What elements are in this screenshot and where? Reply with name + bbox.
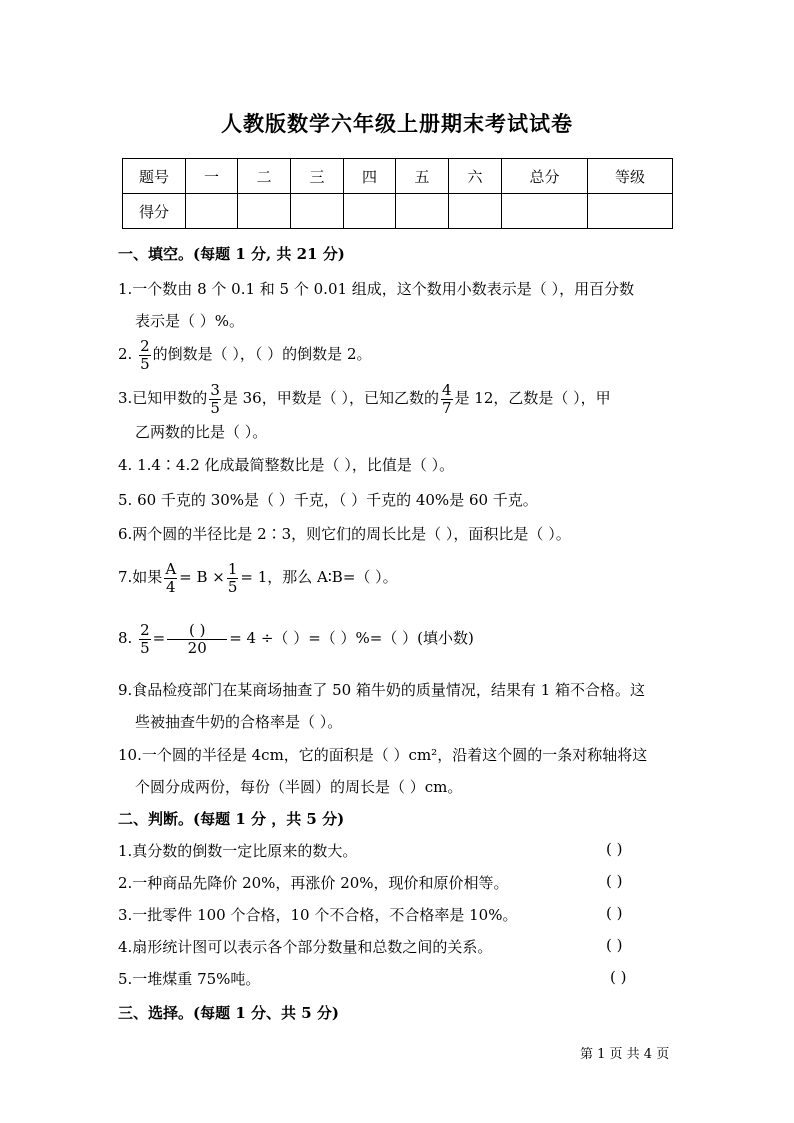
score-header-cell: 五 bbox=[396, 159, 449, 194]
q8-suffix: = 4 ÷（ ）=（ ）%=（ ）(填小数) bbox=[229, 629, 474, 647]
score-header-cell: 一 bbox=[186, 159, 238, 194]
q3-fraction-2 bbox=[441, 382, 453, 417]
question-10-line-1: 10.一个圆的半径是 4cm，它的面积是（ ）cm²，沿着这个圆的一条对称轴将这 bbox=[118, 746, 648, 764]
frac-numerator: A bbox=[165, 559, 177, 578]
frac-numerator: 2 bbox=[140, 620, 150, 639]
question-2 bbox=[118, 336, 372, 373]
frac-denominator: 4 bbox=[165, 577, 176, 596]
score-header-cell: 题号 bbox=[123, 159, 186, 194]
score-cell[interactable] bbox=[588, 194, 673, 229]
q7-fraction-2 bbox=[227, 561, 239, 596]
frac-denominator: 5 bbox=[140, 354, 150, 373]
section1-heading: 一、填空。(每题 1 分, 共 21 分) bbox=[118, 245, 345, 263]
q8-fraction-1 bbox=[139, 622, 151, 657]
q8-prefix: 8. bbox=[118, 629, 133, 647]
q3-prefix: 3.已知甲数的 bbox=[118, 389, 208, 407]
score-header-cell: 总分 bbox=[502, 159, 588, 194]
question-9-line-1: 9.食品检疫部门在某商场抽查了 50 箱牛奶的质量情况，结果有 1 箱不合格。这 bbox=[118, 681, 646, 699]
score-cell[interactable] bbox=[449, 194, 502, 229]
judge-item-5: 5.一堆煤重 75%吨。 bbox=[118, 970, 261, 988]
frac-denominator: 7 bbox=[441, 398, 452, 417]
frac-numerator: 1 bbox=[227, 559, 238, 578]
q3-middle: 是 36，甲数是（ ），已知乙数的 bbox=[222, 389, 439, 407]
score-header-cell: 二 bbox=[238, 159, 291, 194]
score-cell[interactable] bbox=[502, 194, 588, 229]
score-table-score-row bbox=[123, 194, 673, 229]
page-title: 人教版数学六年级上册期末考试试卷 bbox=[221, 111, 573, 136]
frac-numerator: ( ) bbox=[167, 622, 227, 640]
judge-item-3: 3.一批零件 100 个合格，10 个不合格，不合格率是 10%。 bbox=[118, 906, 518, 924]
question-3-line-2: 乙两数的比是（ ）。 bbox=[135, 423, 268, 441]
frac-denominator: 20 bbox=[187, 638, 207, 657]
score-cell[interactable] bbox=[291, 194, 344, 229]
page-footer: 第 1 页 共 4 页 bbox=[580, 1047, 670, 1062]
score-header-cell: 六 bbox=[449, 159, 502, 194]
question-7 bbox=[118, 557, 398, 597]
q8-equals: = bbox=[152, 629, 166, 647]
score-header-cell: 等级 bbox=[588, 159, 673, 194]
frac-numerator: 4 bbox=[441, 380, 452, 399]
q7-middle: = B × bbox=[179, 568, 225, 586]
frac-numerator: 3 bbox=[210, 380, 220, 399]
judge-item-4: 4.扇形统计图可以表示各个部分数量和总数之间的关系。 bbox=[118, 938, 493, 956]
q2-prefix: 2. bbox=[118, 345, 133, 363]
question-1-line-1: 1.一个数由 8 个 0.1 和 5 个 0.01 组成，这个数用小数表示是（ ），用百分数 bbox=[118, 280, 635, 298]
judge-answer-paren-2[interactable]: ( ) bbox=[606, 872, 623, 890]
frac-denominator: 5 bbox=[140, 638, 150, 657]
judge-answer-paren-5[interactable]: ( ) bbox=[610, 968, 627, 986]
score-cell[interactable] bbox=[344, 194, 396, 229]
score-row-label: 得分 bbox=[123, 194, 186, 229]
score-table bbox=[122, 158, 673, 229]
q7-fraction-1 bbox=[164, 561, 177, 596]
q8-fraction-2 bbox=[167, 622, 227, 657]
question-1-line-2: 表示是（ ）%。 bbox=[135, 312, 245, 330]
frac-denominator: 5 bbox=[227, 577, 238, 596]
judge-answer-paren-4[interactable]: ( ) bbox=[606, 936, 623, 954]
q3-fraction-1 bbox=[209, 382, 221, 417]
score-cell[interactable] bbox=[396, 194, 449, 229]
question-3-line-1 bbox=[118, 380, 611, 417]
question-9-line-2: 些被抽查牛奶的合格率是（ ）。 bbox=[135, 713, 343, 731]
score-cell[interactable] bbox=[238, 194, 291, 229]
score-table-header-row bbox=[123, 159, 673, 194]
frac-numerator: 2 bbox=[140, 336, 150, 355]
judge-item-2: 2.一种商品先降价 20%，再涨价 20%，现价和原价相等。 bbox=[118, 874, 509, 892]
q2-text: 的倒数是（ ），（ ）的倒数是 2。 bbox=[152, 345, 372, 363]
score-header-cell: 四 bbox=[344, 159, 396, 194]
question-6: 6.两个圆的半径比是 2∶3，则它们的周长比是（ ），面积比是（ ）。 bbox=[118, 525, 571, 543]
q2-fraction bbox=[139, 338, 151, 373]
q3-suffix: 是 12，乙数是（ ），甲 bbox=[454, 389, 611, 407]
frac-denominator: 5 bbox=[210, 398, 220, 417]
question-8 bbox=[118, 618, 474, 658]
judge-answer-paren-1[interactable]: ( ) bbox=[606, 840, 623, 858]
score-header-cell: 三 bbox=[291, 159, 344, 194]
score-cell[interactable] bbox=[186, 194, 238, 229]
section2-heading: 二、判断。(每题 1 分 ，共 5 分) bbox=[118, 810, 345, 828]
q7-prefix: 7.如果 bbox=[118, 568, 163, 586]
question-5: 5. 60 千克的 30%是（ ）千克，（ ）千克的 40%是 60 千克。 bbox=[118, 491, 538, 509]
judge-answer-paren-3[interactable]: ( ) bbox=[606, 904, 623, 922]
judge-item-1: 1.真分数的倒数一定比原来的数大。 bbox=[118, 842, 358, 860]
question-4: 4. 1.4∶4.2 化成最简整数比是（ ），比值是（ ）。 bbox=[118, 456, 455, 474]
section3-heading: 三、选择。(每题 1 分、共 5 分) bbox=[118, 1004, 339, 1022]
q7-suffix: = 1，那么 A∶B=（ ）。 bbox=[240, 568, 398, 586]
question-10-line-2: 个圆分成两份，每份（半圆）的周长是（ ）cm。 bbox=[135, 778, 463, 796]
